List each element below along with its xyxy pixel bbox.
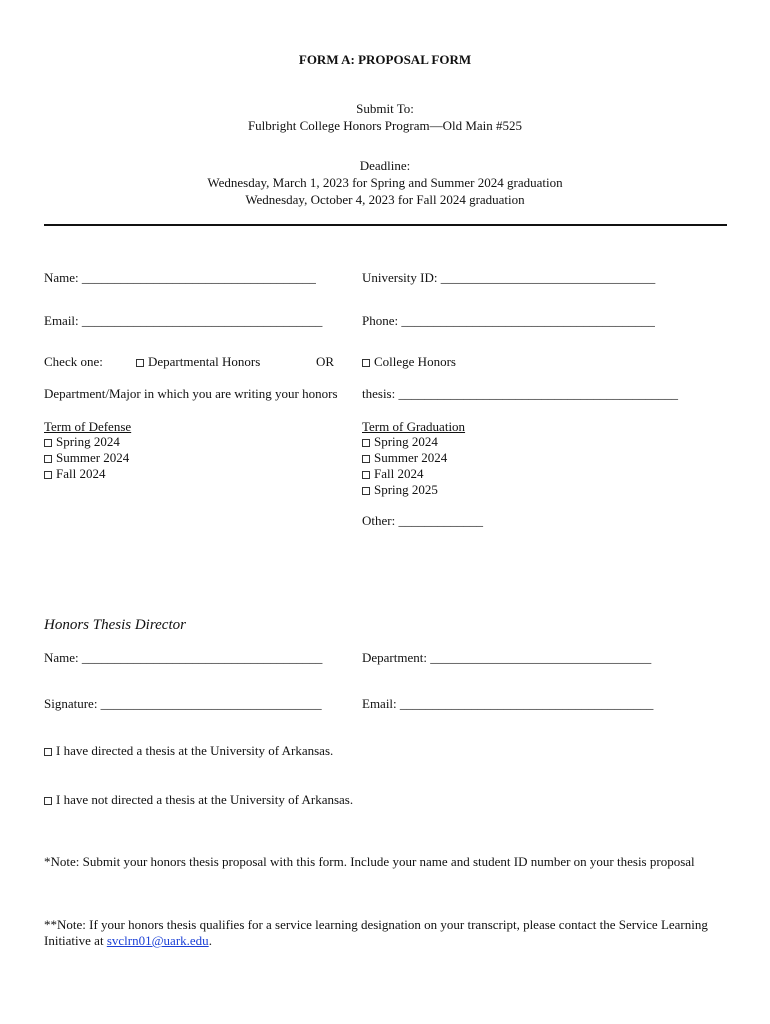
college-honors-option[interactable] xyxy=(362,354,456,370)
have-directed-option[interactable] xyxy=(44,743,333,759)
checkbox-icon[interactable] xyxy=(44,455,52,463)
student-email-field[interactable]: Email: _____________________________________ xyxy=(44,313,323,328)
director-section-heading: Honors Thesis Director xyxy=(44,617,186,633)
checkbox-icon[interactable] xyxy=(362,471,370,479)
checkbox-icon[interactable] xyxy=(362,487,370,495)
have-not-directed-option[interactable] xyxy=(44,792,353,808)
header-divider xyxy=(44,224,727,226)
defense-option-spring-2024[interactable] xyxy=(44,434,120,450)
checkbox-icon[interactable] xyxy=(362,359,370,367)
term-of-defense-heading: Term of Defense xyxy=(44,419,132,434)
or-label: OR xyxy=(316,354,335,369)
term-of-graduation-heading: Term of Graduation xyxy=(362,419,466,434)
deadline-spring: Wednesday, March 1, 2023 for Spring and Summer 2024 graduation xyxy=(207,175,563,190)
graduation-option-spring-2025[interactable] xyxy=(362,482,438,498)
defense-option-fall-2024[interactable] xyxy=(44,466,105,482)
checkbox-icon[interactable] xyxy=(44,439,52,447)
college-honors-label: College Honors xyxy=(374,354,456,369)
departmental-honors-option[interactable] xyxy=(136,354,260,370)
student-phone-field[interactable]: Phone: _______________________________________ xyxy=(362,313,655,328)
option-label: Spring 2024 xyxy=(374,434,438,449)
form-title: FORM A: PROPOSAL FORM xyxy=(298,52,472,67)
submit-to-label: Submit To: xyxy=(356,101,414,116)
graduation-option-summer-2024[interactable] xyxy=(362,450,447,466)
defense-option-summer-2024[interactable] xyxy=(44,450,129,466)
option-label: Summer 2024 xyxy=(56,450,130,465)
check-one-label: Check one: xyxy=(44,354,103,369)
student-name-field[interactable]: Name: ____________________________________ xyxy=(44,270,316,285)
note-service-learning-suffix: . xyxy=(208,933,212,948)
option-label: Fall 2024 xyxy=(56,466,106,481)
submit-to-address: Fulbright College Honors Program—Old Main #525 xyxy=(247,118,523,133)
university-id-field[interactable]: University ID: _________________________________ xyxy=(362,270,656,285)
checkbox-icon[interactable] xyxy=(44,797,52,805)
director-department-field[interactable]: Department: __________________________________ xyxy=(362,650,652,665)
option-label: Spring 2024 xyxy=(56,434,120,449)
checkbox-icon[interactable] xyxy=(362,439,370,447)
checkbox-icon[interactable] xyxy=(362,455,370,463)
deadline-label: Deadline: xyxy=(359,158,411,173)
have-directed-label: I have directed a thesis at the University of Arkansas. xyxy=(56,743,334,758)
option-label: Summer 2024 xyxy=(374,450,448,465)
note-service-learning-text: **Note: If your honors thesis qualifies for a service learning designation on your transcript, please contact the Service Learning Initiative at xyxy=(44,917,708,948)
director-signature-field[interactable]: Signature: __________________________________ xyxy=(44,696,322,711)
note-proposal-submission: *Note: Submit your honors thesis proposal with this form. Include your name and student ID number on your thesis proposal xyxy=(44,854,695,869)
note-service-learning xyxy=(44,917,724,949)
director-name-field[interactable]: Name: _____________________________________ xyxy=(44,650,323,665)
checkbox-icon[interactable] xyxy=(44,471,52,479)
service-learning-email-link[interactable]: svclrn01@uark.edu xyxy=(106,933,209,948)
graduation-option-fall-2024[interactable] xyxy=(362,466,423,482)
have-not-directed-label: I have not directed a thesis at the University of Arkansas. xyxy=(56,792,354,807)
option-label: Fall 2024 xyxy=(374,466,424,481)
director-email-field[interactable]: Email: _______________________________________ xyxy=(362,696,654,711)
department-major-label: Department/Major in which you are writing your honors xyxy=(44,386,338,401)
deadline-fall: Wednesday, October 4, 2023 for Fall 2024 graduation xyxy=(245,192,525,207)
checkbox-icon[interactable] xyxy=(44,748,52,756)
option-label: Spring 2025 xyxy=(374,482,438,497)
thesis-department-field[interactable]: thesis: ___________________________________________ xyxy=(362,386,678,401)
departmental-honors-label: Departmental Honors xyxy=(148,354,261,369)
graduation-other-field[interactable]: Other: _____________ xyxy=(362,513,483,528)
graduation-option-spring-2024[interactable] xyxy=(362,434,438,450)
checkbox-icon[interactable] xyxy=(136,359,144,367)
